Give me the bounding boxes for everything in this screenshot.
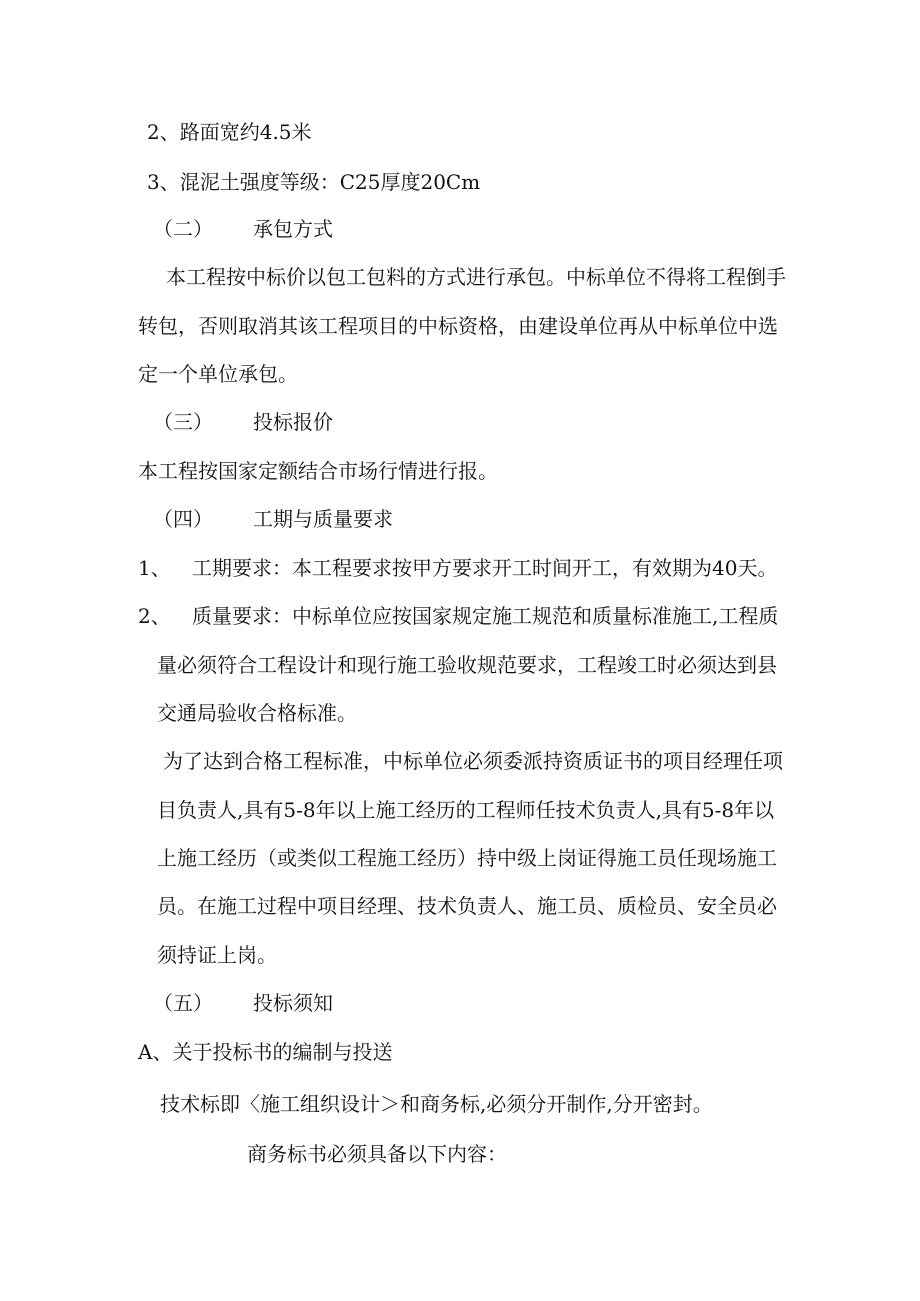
subheading-a: A、关于投标书的编制与投送 bbox=[138, 1040, 393, 1064]
list-item-1 bbox=[138, 554, 777, 582]
list-item-2 bbox=[138, 602, 778, 630]
section-number: （五） bbox=[153, 991, 213, 1015]
paragraph-line: 转包，否则取消其该工程项目的中标资格，由建设单位再从中标单位中选 bbox=[138, 314, 778, 338]
paragraph-line: 目负责人,具有5-8年以上施工经历的工程师任技术负责人,具有5-8年以 bbox=[157, 798, 775, 822]
paragraph-line: 定一个单位承包。 bbox=[138, 362, 298, 386]
list-text: 质量要求：中标单位应按国家规定施工规范和质量标准施工,工程质 bbox=[192, 604, 779, 628]
section-heading-5 bbox=[153, 989, 333, 1017]
paragraph-line: 须持证上岗。 bbox=[157, 943, 277, 967]
section-heading-2 bbox=[153, 215, 333, 243]
section-title: 工期与质量要求 bbox=[253, 507, 393, 531]
paragraph-line: 量必须符合工程设计和现行施工验收规范要求，工程竣工时必须达到县 bbox=[157, 653, 777, 677]
list-number: 2、 bbox=[138, 604, 171, 628]
section-title: 投标报价 bbox=[253, 410, 333, 434]
paragraph-line: 上施工经历（或类似工程施工经历）持中级上岗证得施工员任现场施工 bbox=[157, 846, 777, 870]
paragraph-line: 员。在施工过程中项目经理、技术负责人、施工员、质检员、安全员必 bbox=[157, 894, 777, 918]
paragraph-line: 为了达到合格工程标准，中标单位必须委派持资质证书的项目经理任项 bbox=[163, 749, 783, 773]
paragraph-line: 商务标书必须具备以下内容： bbox=[247, 1142, 507, 1166]
section-title: 投标须知 bbox=[253, 991, 333, 1015]
section-number: （二） bbox=[153, 217, 213, 241]
list-text: 工期要求：本工程要求按甲方要求开工时间开工，有效期为40天。 bbox=[192, 556, 778, 580]
paragraph-line: 本工程按国家定额结合市场行情进行报。 bbox=[138, 459, 498, 483]
list-number: 1、 bbox=[138, 556, 171, 580]
paragraph-line: 本工程按中标价以包工包料的方式进行承包。中标单位不得将工程倒手 bbox=[166, 265, 786, 289]
section-title: 承包方式 bbox=[253, 217, 333, 241]
paragraph-line: 技术标即〈施工组织设计＞和商务标,必须分开制作,分开密封。 bbox=[160, 1092, 713, 1116]
section-heading-4 bbox=[153, 505, 393, 533]
section-number: （四） bbox=[153, 507, 213, 531]
section-number: （三） bbox=[153, 410, 213, 434]
paragraph-line: 交通局验收合格标准。 bbox=[157, 701, 357, 725]
section-heading-3 bbox=[153, 408, 333, 436]
item-concrete-grade: 3、混泥土强度等级：C25厚度20Cm bbox=[147, 170, 481, 194]
item-road-width: 2、路面宽约4.5米 bbox=[147, 120, 312, 144]
